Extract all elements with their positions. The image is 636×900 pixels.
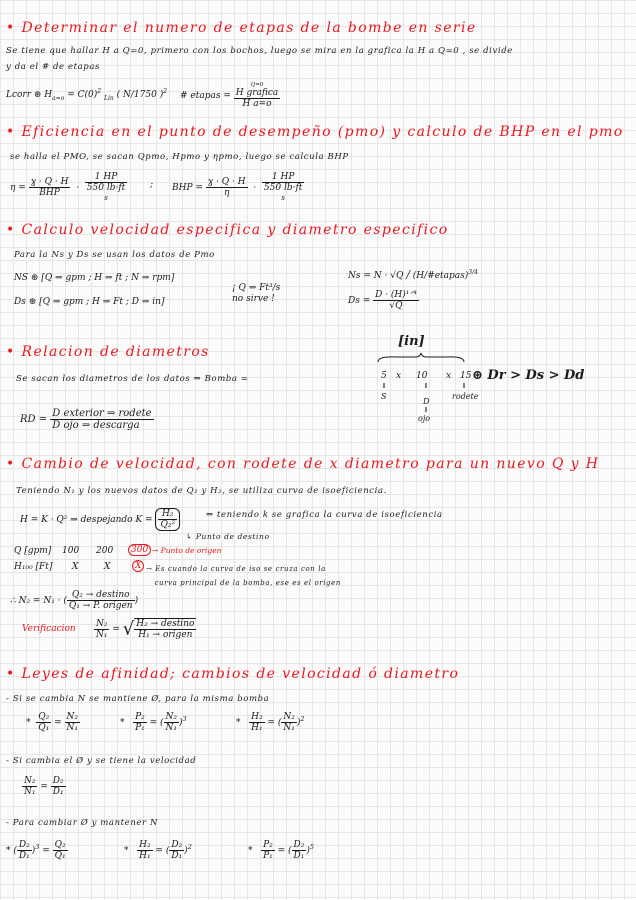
anno-impeller: rodete — [452, 392, 479, 401]
eficiencia-text: se halla el PMO, se sacan Qpmo, Hpmo y ηpmo, luego se calcula BHP — [10, 152, 349, 162]
verification-formula: $\frac{\text{N₂}}{\text{N₁}}$ = √ $\frac{\text{H₂ → destino}}{\text{H₁ → origen}}$ — [96, 618, 195, 640]
law-h-d: * $\frac{\text{H₂}}{\text{H₁}}$ = ( $\frac{\text{D₂}}{\text{D₁}}$ )$^2$ — [124, 840, 192, 861]
verification-label: Verificacion — [22, 624, 76, 634]
law-p-d: * $\frac{\text{P₂}}{\text{P₁}}$ = ( $\frac{\text{D₂}}{\text{D₁}}$ )$^5$ — [248, 840, 315, 861]
table-q-3: 300 — [128, 544, 151, 556]
law-p-n: * $\frac{\text{P₂}}{\text{P₁}}$ = ( $\frac{\text{N₂}}{\text{N₁}}$ )$^3$ — [120, 712, 187, 733]
n2-formula: ∴ N₂ = N₁ · ( $\frac{\text{Q₂ → destino}}{\text{Q₁ → P. origen}}$ ) — [10, 590, 139, 611]
heading-eficiencia: • Eficiencia en el punto de desempeño (pmo) y calculo de BHP en el pmo — [6, 124, 624, 140]
formula-separator: ; — [150, 180, 154, 190]
afinidad-text-1: - Si se cambia N se mantiene Ø, para la misma bomba — [6, 694, 270, 704]
heading-velocidad-especifica: • Calculo velocidad especifica y diametro especifico — [6, 222, 449, 238]
units-in-label: [in] — [398, 334, 425, 349]
bhp-formula: BHP = $\frac{\text{ɣ · Q · H}}{\eta}$ · 1 HP 550 lb·ft s — [172, 172, 303, 202]
ds-formula: Ds = $\frac{\text{D · (H)¹ᐟ⁴}}{√Q}$ — [348, 290, 417, 311]
arrow-down-icon: ⇓ — [461, 382, 467, 390]
units-note: ¡ Q ⇒ Ft³/s no sirve ! — [232, 283, 281, 304]
etapas-formula-h: Lcorr ⊛ $H_{a=o} = C(0)^2$ $_{Lin}$ ( N/1750 )$^2$ — [6, 88, 168, 102]
model-5: 5 — [381, 371, 387, 381]
model-x1: x — [396, 371, 402, 381]
law-q-n: * $\frac{\text{Q₂}}{\text{Q₁}}$ = $\frac{\text{N₂}}{\text{N₁}}$ — [26, 712, 78, 733]
origin-note: → Punto de origen — [152, 546, 222, 555]
model-10: 10 — [416, 371, 428, 381]
velocidad-text: Para la Ns y Ds se usan los datos de Pmo — [14, 250, 215, 260]
heading-cambio-velocidad: • Cambio de velocidad, con rodete de x diametro para un nuevo Q y H — [6, 456, 600, 472]
brace-icon — [376, 352, 466, 364]
table-h-3: X — [132, 560, 144, 572]
etapas-formula-count: # etapas = Q=0 H grafica H a=o — [180, 82, 279, 109]
table-h-1: X — [72, 562, 79, 572]
table-h-2: X — [104, 562, 111, 572]
heading-relacion-diametros: • Relacion de diametros — [6, 344, 210, 360]
arrow-down-icon: ⇓ — [381, 382, 387, 390]
afinidad-text-3: - Para cambiar Ø y mantener N — [6, 818, 159, 828]
law-h-n: * $\frac{\text{H₂}}{\text{H₁}}$ = ( $\frac{\text{N₂}}{\text{N₁}}$ )$^2$ — [236, 712, 305, 733]
k-formula: H = K · Q² ⇒ despejando K = $\frac{\text{H₂}}{\text{Q₂²}}$ — [20, 508, 180, 531]
k-note: ⇒ teniendo k se grafica la curva de isoeficiencia — [206, 510, 443, 520]
law-q-d: * ( $\frac{\text{D₂}}{\text{D₁}}$ )$^3$ = $\frac{\text{Q₂}}{\text{Q₁}}$ — [6, 840, 66, 861]
arrow-down-icon: ⇓ — [423, 406, 429, 414]
diameter-order: ⊛ Dr > Ds > Dd — [472, 368, 585, 383]
ns-units: NS ⊛ [Q ⇒ gpm ; H ⇒ ft ; N ⇒ rpm] — [14, 273, 175, 283]
heading-etapas: • Determinar el numero de etapas de la bombe en serie — [6, 20, 477, 36]
origin-explanation: → Es cuando la curva de iso se cruza con la curva principal de la bomba, ese es el origen — [146, 565, 341, 587]
model-15: 15 — [460, 371, 472, 381]
relacion-text: Se sacan los diametros de los datos ⇒ Bomba = — [16, 374, 249, 384]
model-x2: x — [446, 371, 452, 381]
table-q-header: Q [gpm] — [14, 546, 52, 556]
etapas-text-2: y da el # de etapas — [6, 62, 100, 72]
heading-leyes-afinidad: • Leyes de afinidad; cambios de velocidad ó diametro — [6, 666, 460, 682]
table-q-1: 100 — [62, 546, 80, 556]
ns-formula: Ns = N · √Q / (H/#etapas)$^{3/4}$ — [348, 268, 478, 281]
rd-formula: RD = $\frac{\text{D exterior ⇒ rodete}}{\text{D ojo ⇒ descarga}}$ — [20, 408, 152, 431]
anno-discharge: D — [423, 397, 430, 406]
etapas-text-1: Se tiene que hallar H a Q=0, primero con los bochos, luego se mira en la grafica la H a Q=0 , se divide — [6, 46, 513, 56]
arrow-down-icon: ⇓ — [423, 382, 429, 390]
ds-units: Ds ⊛ [Q ⇒ gpm ; H ⇒ Ft ; D ⇒ in] — [14, 297, 165, 307]
afinidad-text-2: - Si cambia el Ø y se tiene la velocidad — [6, 756, 197, 766]
eta-formula: η = $\frac{\text{ɣ · Q · H}}{\text{BHP}}$ · 1 HP 550 lb·ft s — [10, 172, 126, 202]
table-q-2: 200 — [96, 546, 114, 556]
k-point-note: ↳ Punto de destino — [186, 532, 270, 541]
anno-suction: S — [381, 392, 387, 401]
law-n-d: $\frac{\text{N₂}}{\text{N₁}}$ = $\frac{\text{D₂}}{\text{D₁}}$ — [24, 776, 64, 797]
table-h-header: H₁₀₀ [Ft] — [14, 562, 53, 572]
cambio-text: Teniendo N₁ y los nuevos datos de Q₂ y H₂, se utiliza curva de isoeficiencia. — [16, 486, 387, 496]
anno-eye: ojo — [418, 414, 431, 423]
